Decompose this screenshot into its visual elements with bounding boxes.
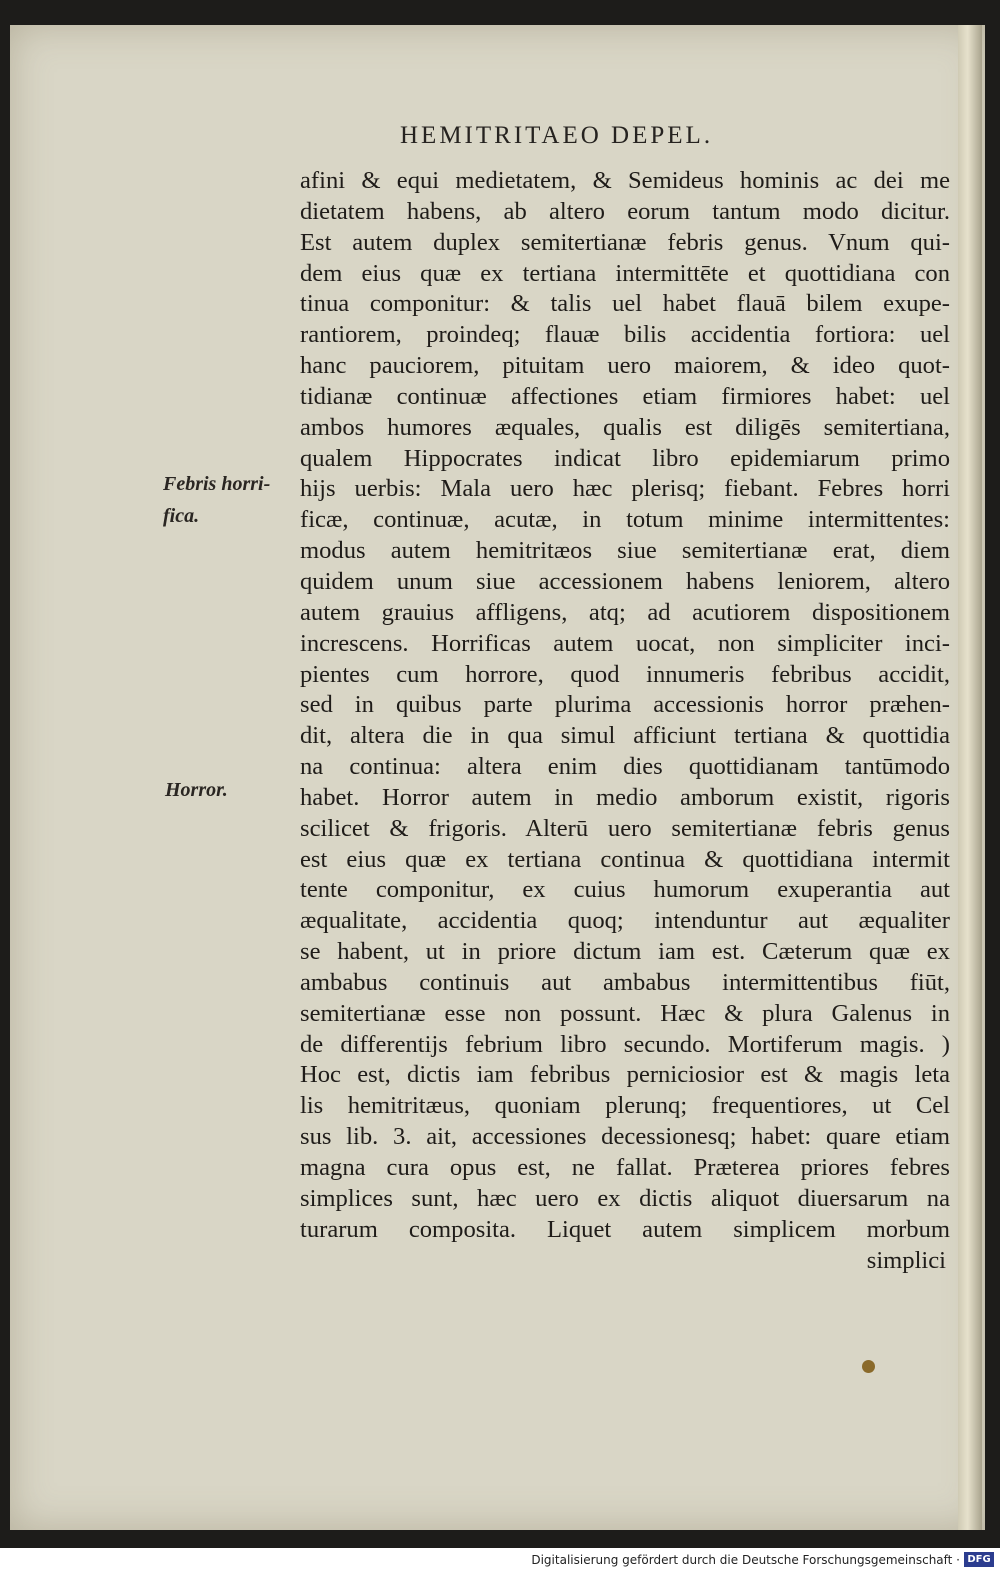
text-line: semitertianæ esse non possunt. Hæc & plura Galenus in — [300, 999, 950, 1027]
text-line: afini & equi medietatem, & Semideus hominis ac dei me — [300, 167, 950, 194]
text-line: qualem Hippocrates indicat libro epidemiarum primo — [300, 444, 950, 472]
text-line: pientes cum horrore, quod innumeris febribus accidit, — [300, 660, 950, 688]
text-line: Hoc est, dictis iam febribus perniciosior est & magis leta — [300, 1061, 950, 1089]
dfg-logo: DFG — [964, 1552, 994, 1567]
text-line: lis hemitritæus, quoniam plerunq; frequentiores, ut Cel — [300, 1092, 950, 1120]
text-line: est eius quæ ex tertiana continua & quottidiana intermit — [300, 845, 950, 873]
text-line: turarum composita. Liquet autem simplicem morbum — [300, 1215, 950, 1243]
text-line: dit, altera die in qua simul afficiunt tertiana & quottidia — [300, 722, 950, 750]
margin-note-febris-line1: Febris horri- — [163, 473, 271, 495]
text-line: dietatem habens, ab altero eorum tantum modo dicitur. — [300, 197, 950, 225]
ink-spot — [862, 1360, 875, 1373]
text-line: rantiorem, proindeq; flauæ bilis accidentia fortiora: uel — [300, 321, 950, 349]
text-line: æqualitate, accidentia quoq; intenduntur aut æqualiter — [300, 907, 950, 935]
footer-credit: Digitalisierung gefördert durch die Deutsche Forschungsgemeinschaft · — [531, 1553, 960, 1567]
text-line: scilicet & frigoris. Alterū uero semitertianæ febris genus — [300, 814, 950, 842]
text-line: dem eius quæ ex tertiana intermittēte et quottidiana con — [300, 259, 950, 287]
text-line: de differentijs febrium libro secundo. Mortiferum magis. ) — [300, 1030, 950, 1058]
text-line: autem grauius affligens, atq; ad acutiorem dispositionem — [300, 598, 950, 626]
text-line: ambabus continuis aut ambabus intermittentibus fiūt, — [300, 968, 950, 996]
text-line: sed in quibus parte plurima accessionis horror præhen- — [300, 691, 950, 719]
text-line: na continua: altera enim dies quottidianam tantūmodo — [300, 753, 950, 781]
margin-note-horror: Horror. — [165, 779, 228, 801]
text-line: tinua componitur: & talis uel habet flauā bilem exupe- — [300, 290, 950, 318]
page-edge — [958, 25, 982, 1530]
catchword: simplici — [866, 1246, 946, 1274]
text-line: modus autem hemitritæos siue semitertianæ erat, diem — [300, 537, 950, 565]
text-line: hanc pauciorem, pituitam uero maiorem, & ideo quot- — [300, 352, 950, 380]
text-line: tente componitur, ex cuius humorum exuperantia aut — [300, 876, 950, 904]
text-line: ficæ, continuæ, acutæ, in totum minime intermittentes: — [300, 506, 950, 534]
text-line: se habent, ut in priore dictum iam est. Cæterum quæ ex — [300, 938, 950, 966]
body-text — [300, 166, 950, 1276]
text-line: habet. Horror autem in medio amborum existit, rigoris — [300, 783, 950, 811]
text-line: hijs uerbis: Mala uero hæc plerisq; fiebant. Febres horri — [300, 475, 950, 503]
text-line: tidianæ continuæ affectiones etiam firmiores habet: uel — [300, 382, 950, 410]
text-line: simplices sunt, hæc uero ex dictis aliquot diuersarum na — [300, 1184, 950, 1212]
text-line: sus lib. 3. ait, accessiones decessionesq; habet: quare etiam — [300, 1123, 950, 1151]
running-head: HEMITRITAEO DEPEL. — [400, 122, 714, 149]
margin-note-febris-line2: fica. — [163, 505, 200, 527]
text-line: increscens. Horrificas autem uocat, non simpliciter inci- — [300, 629, 950, 657]
text-line: quidem unum siue accessionem habens leniorem, altero — [300, 567, 950, 595]
text-line: Est autem duplex semitertianæ febris genus. Vnum qui- — [300, 228, 950, 256]
text-line: ambos humores æquales, qualis est diligēs semitertiana, — [300, 413, 950, 441]
text-line: magna cura opus est, ne fallat. Præterea priores febres — [300, 1154, 950, 1181]
